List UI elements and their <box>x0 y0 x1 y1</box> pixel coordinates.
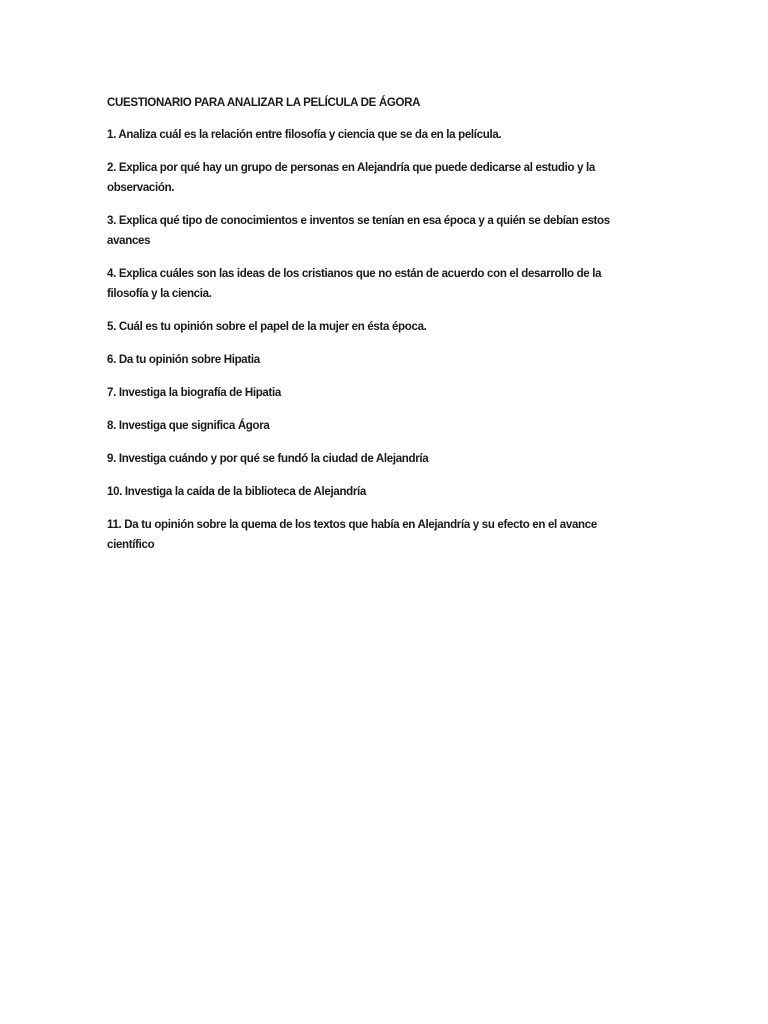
title-text: CUESTIONARIO PARA ANALIZAR LA PELÍCULA DE ÁGORA <box>107 95 421 109</box>
question-line: 9. Investiga cuándo y por qué se fundó la ciudad de Alejandría <box>107 451 429 465</box>
question-line: filosofía y la ciencia. <box>107 286 212 300</box>
question-line: avances <box>107 233 151 247</box>
question-item <box>107 157 628 197</box>
question-item <box>107 514 628 554</box>
question-line: 2. Explica por qué hay un grupo de personas en Alejandría que puede dedicarse al estudio y la <box>107 160 596 174</box>
question-line: 10. Investiga la caída de la biblioteca de Alejandría <box>107 484 366 498</box>
question-item <box>107 382 628 402</box>
question-line: 6. Da tu opinión sobre Hipatia <box>107 352 260 366</box>
question-line: 3. Explica qué tipo de conocimientos e inventos se tenían en esa época y a quién se debían estos <box>107 213 610 227</box>
question-line: 1. Analiza cuál es la relación entre filosofía y ciencia que se da en la película. <box>107 127 502 141</box>
question-item <box>107 210 628 250</box>
question-item <box>107 263 628 303</box>
question-line: observación. <box>107 180 175 194</box>
question-item <box>107 448 628 468</box>
question-line: 5. Cuál es tu opinión sobre el papel de la mujer en ésta época. <box>107 319 427 333</box>
question-item <box>107 481 628 501</box>
question-line: científico <box>107 537 155 551</box>
question-item <box>107 349 628 369</box>
question-line: 4. Explica cuáles son las ideas de los cristianos que no están de acuerdo con el desarrollo de la <box>107 266 602 280</box>
document-title <box>107 92 628 112</box>
question-line: 8. Investiga que significa Ágora <box>107 418 270 432</box>
question-item <box>107 316 628 336</box>
question-item <box>107 415 628 435</box>
question-item <box>107 124 628 144</box>
question-line: 11. Da tu opinión sobre la quema de los textos que había en Alejandría y su efecto en el avance <box>107 517 597 531</box>
question-line: 7. Investiga la biografía de Hipatia <box>107 385 281 399</box>
